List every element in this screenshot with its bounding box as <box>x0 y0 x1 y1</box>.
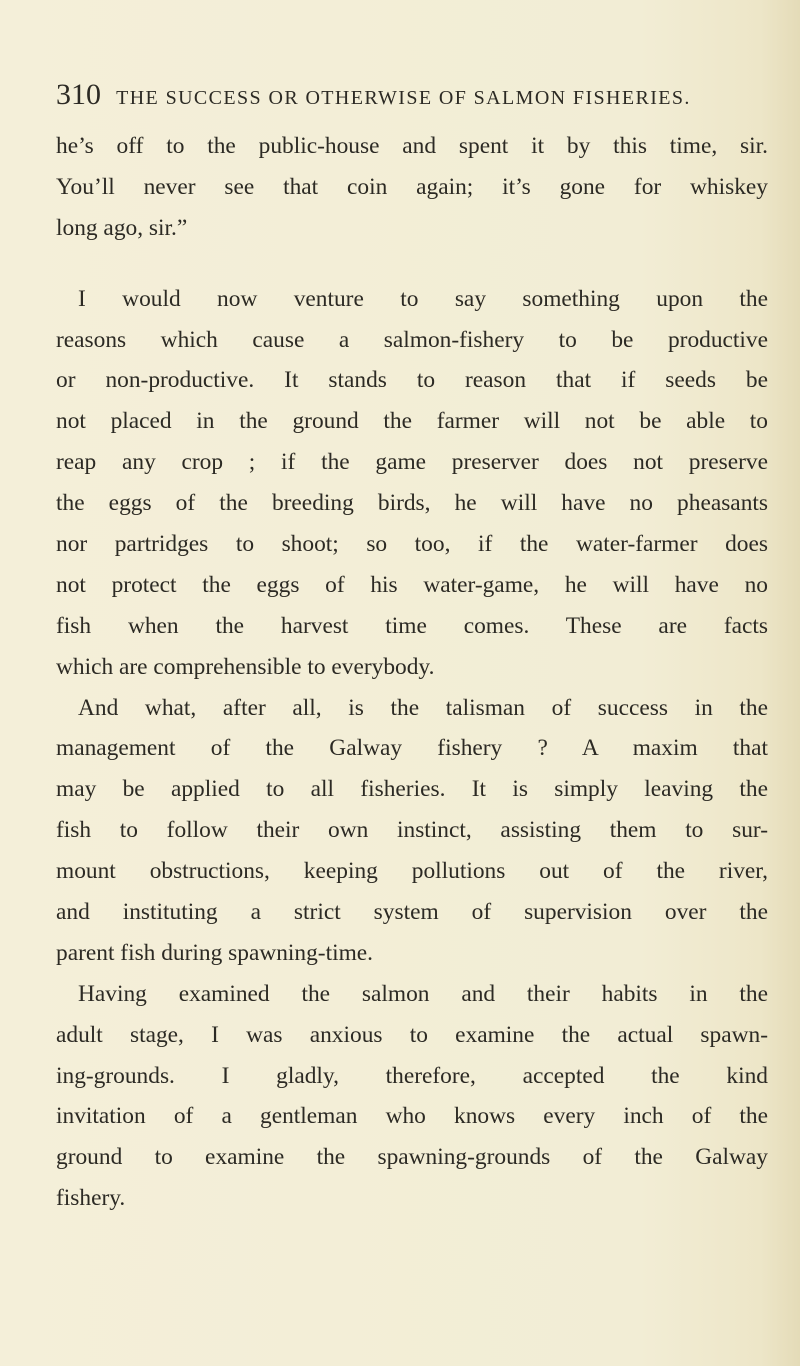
text-line: management of the Galway fishery ? A maxim that <box>56 735 768 762</box>
text-line: may be applied to all fisheries. It is simply leaving the <box>56 776 768 803</box>
text-line: mount obstructions, keeping pollutions out of the river, <box>56 858 768 885</box>
text-line: You’ll never see that coin again; it’s gone for whiskey <box>56 173 768 200</box>
text-line: nor partridges to shoot; so too, if the water-farmer does <box>56 531 768 558</box>
text-line: adult stage, I was anxious to examine the actual spawn- <box>56 1021 768 1048</box>
text-line: ground to examine the spawning-grounds of the Galway <box>56 1144 768 1171</box>
text-line: And what, after all, is the talisman of success in the <box>78 694 768 721</box>
text-line: fish when the harvest time comes. These are facts <box>56 612 768 639</box>
text-line: invitation of a gentleman who knows every inch of the <box>56 1103 768 1130</box>
text-line: Having examined the salmon and their habits in the <box>78 980 768 1007</box>
text-line: I would now venture to say something upon the <box>78 285 768 312</box>
text-line: he’s off to the public-house and spent it by this time, sir. <box>56 133 768 159</box>
text-line: not protect the eggs of his water-game, he will have no <box>56 571 768 598</box>
paragraph-3 <box>56 688 768 974</box>
text-line: fish to follow their own instinct, assisting them to sur- <box>56 817 768 844</box>
text-line: and instituting a strict system of supervision over the <box>56 899 768 926</box>
paragraph-2 <box>56 279 768 688</box>
text-line: long ago, sir.” <box>56 214 188 241</box>
text-line: or non-productive. It stands to reason that if seeds be <box>56 367 768 394</box>
running-title: THE SUCCESS OR OTHERWISE OF SALMON FISHERIES. <box>116 87 691 109</box>
paragraph-gap <box>56 249 768 279</box>
text-line: not placed in the ground the farmer will not be able to <box>56 408 768 435</box>
text-line: the eggs of the breeding birds, he will have no pheasants <box>56 490 768 517</box>
page-number: 310 <box>56 78 101 111</box>
page-header <box>56 78 776 114</box>
text-line: ing-grounds. I gladly, therefore, accepted the kind <box>56 1062 768 1089</box>
text-line: parent fish during spawning-time. <box>56 939 374 966</box>
text-line: reasons which cause a salmon-fishery to be productive <box>56 326 768 353</box>
paragraph-4 <box>56 974 768 1219</box>
text-line: fishery. <box>56 1185 126 1212</box>
paragraph-1 <box>56 126 768 249</box>
text-line: reap any crop ; if the game preserver does not preserve <box>56 449 768 476</box>
body-text <box>56 126 768 1219</box>
text-line: which are comprehensible to everybody. <box>56 653 435 680</box>
